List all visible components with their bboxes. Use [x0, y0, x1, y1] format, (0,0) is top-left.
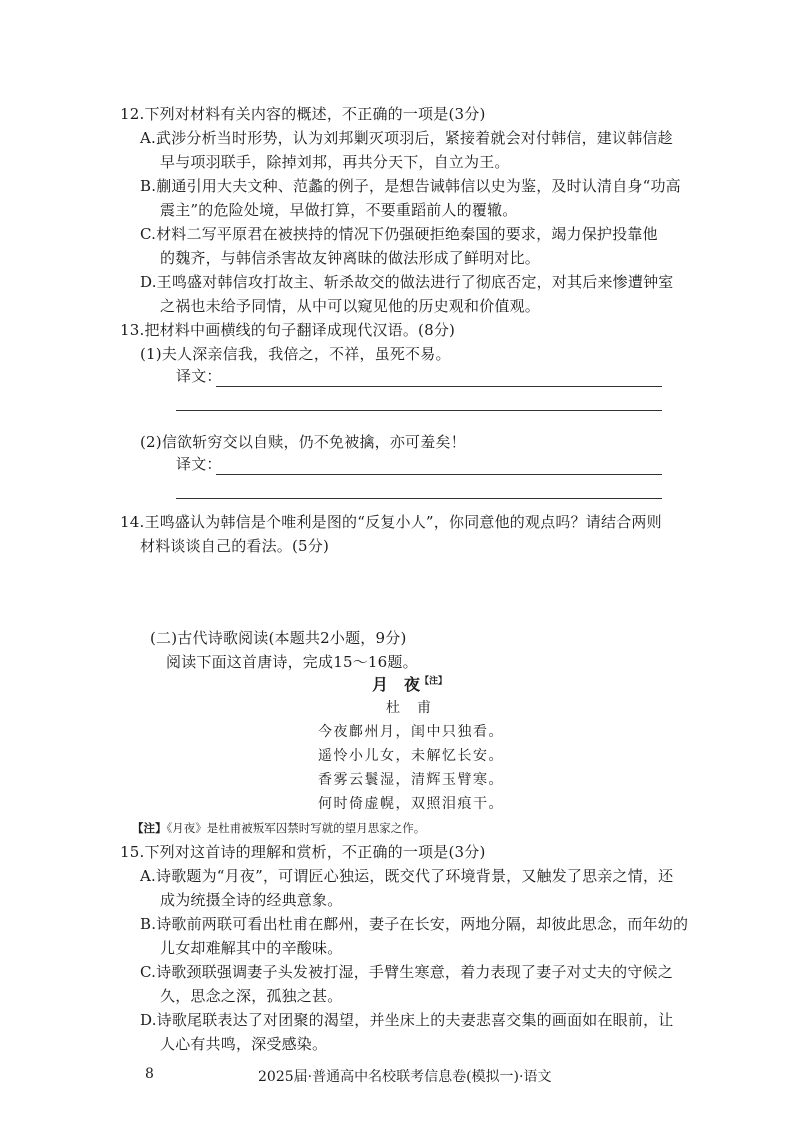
poem-title-text: 月 夜	[372, 675, 421, 694]
poem-note	[132, 820, 425, 836]
section-2-heading: (二)古代诗歌阅读(本题共2小题，9分)	[150, 629, 407, 647]
q12-option-d-line1: D.王鸣盛对韩信攻打故主、斩杀故交的做法进行了彻底否定，对其后来惨遭钟室	[140, 273, 674, 291]
q12-option-c-line2: 的魏齐，与韩信杀害故友钟离昧的做法形成了鲜明对比。	[160, 249, 541, 267]
poem-line-1: 今夜鄜州月，闺中只独看。	[318, 724, 504, 740]
q15-option-a-line1: A.诗歌题为“月夜”，可谓匠心独运，既交代了环境背景，又触发了思亲之情，还	[140, 867, 674, 885]
q15-option-b-line2: 儿女却难解其中的辛酸味。	[160, 939, 343, 957]
q12-option-b-line1: B.蒯通引用大夫文种、范蠡的例子，是想告诫韩信以史为鉴，及时认清自身“功高	[140, 177, 681, 195]
q12-stem: 12.下列对材料有关内容的概述，不正确的一项是(3分)	[120, 105, 486, 123]
q13-answer-line-1a[interactable]	[216, 386, 662, 387]
q13-sentence-2: (2)信欲斩穷交以自赎，仍不免被擒，亦可羞矣！	[140, 433, 466, 451]
q14-stem-line2: 材料谈谈自己的看法。(5分)	[140, 537, 330, 555]
footer-title: 2025届·普通高中名校联考信息卷(模拟一)·语文	[258, 1069, 552, 1085]
poem-title	[372, 672, 447, 695]
q15-stem: 15.下列对这首诗的理解和赏析，不正确的一项是(3分)	[120, 843, 486, 861]
q13-sentence-1: (1)夫人深亲信我，我倍之，不祥，虽死不易。	[140, 345, 451, 363]
poem-note-text: 《月夜》是杜甫被叛军囚禁时写就的望月思家之作。	[166, 821, 426, 835]
q15-option-d-line1: D.诗歌尾联表达了对团聚的渴望，并坐床上的夫妻悲喜交集的画面如在眼前，让	[140, 1011, 674, 1029]
poem-line-3: 香雾云鬟湿，清辉玉臂寒。	[318, 772, 504, 788]
q12-option-c-line1: C.材料二写平原君在被挟持的情况下仍强硬拒绝秦国的要求，竭力保护投靠他	[140, 225, 658, 243]
q12-option-a-line1: A.武涉分析当时形势，认为刘邦剿灭项羽后，紧接着就会对付韩信，建议韩信趁	[140, 129, 673, 147]
q15-option-d-line2: 人心有共鸣，深受感染。	[160, 1035, 328, 1053]
q14-stem-line1: 14.王鸣盛认为韩信是个唯利是图的“反复小人”，你同意他的观点吗？请结合两则	[120, 513, 662, 531]
page-number: 8	[145, 1066, 154, 1082]
q13-translation-label-1: 译文：	[176, 367, 222, 385]
poem-note-mark: 【注】	[420, 676, 448, 687]
poem-line-2: 遥怜小儿女，未解忆长安。	[318, 748, 504, 764]
q15-option-c-line2: 久，思念之深，孤独之甚。	[160, 987, 343, 1005]
q13-answer-line-1b[interactable]	[176, 410, 662, 411]
q12-option-b-line2: 震主”的危险处境，早做打算，不要重蹈前人的覆辙。	[160, 201, 518, 219]
q13-answer-line-2b[interactable]	[176, 498, 662, 499]
q12-option-d-line2: 之祸也未给予同情，从中可以窥见他的历史观和价值观。	[160, 297, 541, 315]
q13-stem: 13.把材料中画横线的句子翻译成现代汉语。(8分)	[120, 321, 456, 339]
q13-translation-label-2: 译文：	[176, 455, 222, 473]
q12-option-a-line2: 早与项羽联手，除掉刘邦，再共分天下，自立为王。	[160, 153, 510, 171]
q15-option-a-line2: 成为统摄全诗的经典意象。	[160, 891, 343, 909]
poem-line-4: 何时倚虚幌，双照泪痕干。	[318, 796, 504, 812]
q13-answer-line-2a[interactable]	[216, 474, 662, 475]
section-2-instruction: 阅读下面这首唐诗，完成15～16题。	[166, 653, 418, 671]
poem-note-label: 【注】	[132, 821, 167, 835]
q15-option-c-line1: C.诗歌颈联强调妻子头发被打湿，手臂生寒意，着力表现了妻子对丈夫的守候之	[140, 963, 673, 981]
poem-author: 杜 甫	[386, 700, 433, 716]
q15-option-b-line1: B.诗歌前两联可看出杜甫在鄜州，妻子在长安，两地分隔，却彼此思念，而年幼的	[140, 915, 689, 933]
